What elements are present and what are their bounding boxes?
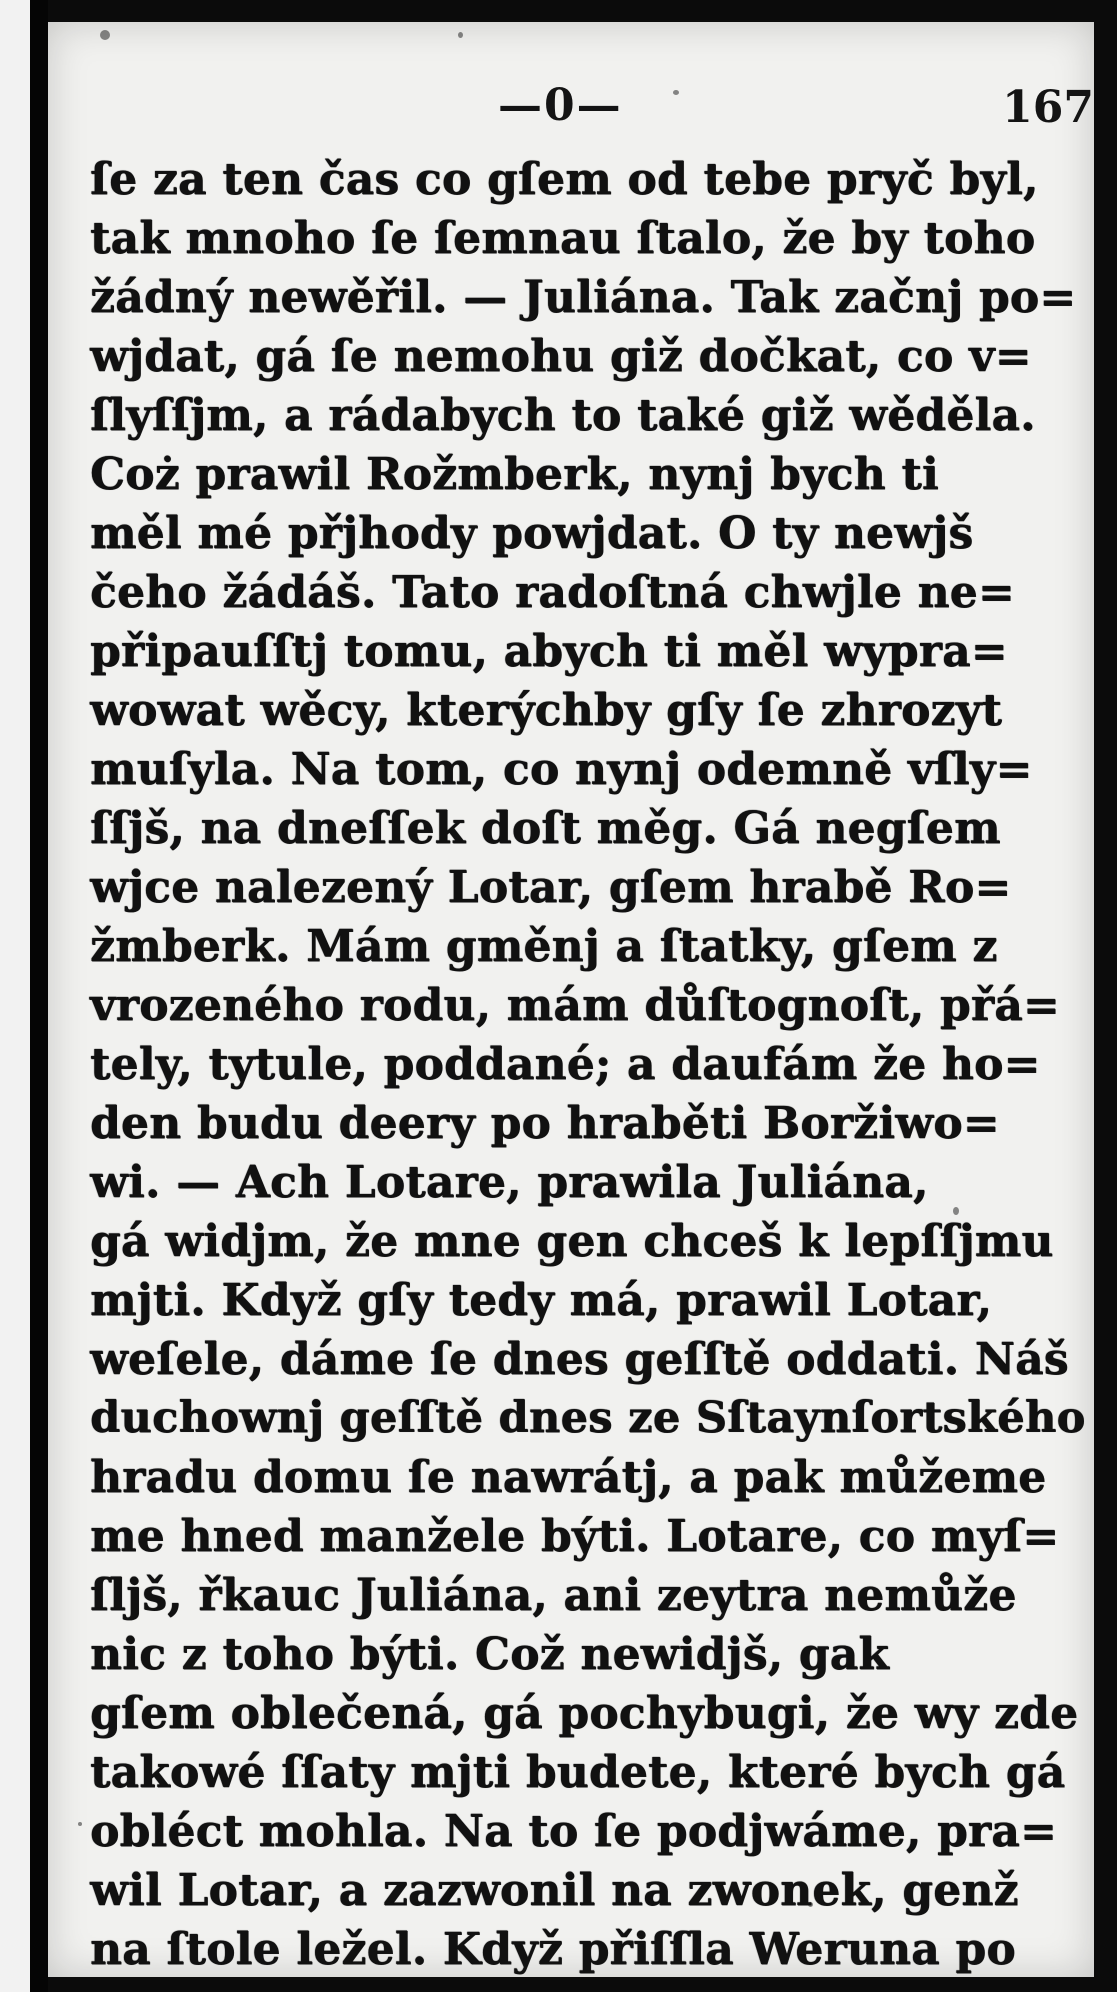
text-line: wowat wěcy, kterýchby gſy ſe zhrozyt — [90, 685, 1003, 736]
text-line: takowé ſſaty mjti budete, které bych gá — [90, 1747, 1066, 1798]
text-line: tak mnoho ſe ſemnau ſtalo, že by toho — [90, 213, 1036, 264]
text-line: ſljš, řkauc Juliána, ani zeytra nemůže — [90, 1570, 1017, 1621]
text-line: duchownj geſſtě dnes ze Sſtaynſortského — [90, 1393, 1086, 1443]
text-line: žmberk. Mám gměnj a ſtatky, gſem z — [90, 921, 998, 972]
text-line: žádný newěřil. — Juliána. Tak začnj po= — [90, 272, 1077, 323]
text-line: vrozeného rodu, mám důſtognoſt, přá= — [90, 980, 1060, 1031]
text-line: měl mé přjhody powjdat. O ty newjš — [90, 508, 974, 559]
text-line: wjce nalezený Lotar, gſem hrabě Ro= — [90, 862, 1012, 913]
text-line: čeho žádáš. Tato radoſtná chwjle ne= — [90, 567, 1015, 618]
text-line: wjdat, gá ſe nemohu giž dočkat, co v= — [90, 331, 1032, 382]
ink-speck — [458, 32, 463, 38]
book-page — [48, 22, 1094, 1977]
text-line: den budu deery po hraběti Boržiwo= — [90, 1098, 1000, 1149]
text-line: nic z toho býti. Což newidjš, gak — [90, 1629, 890, 1680]
body-text — [90, 150, 1090, 1977]
text-line: gá widjm, že mne gen chceš k lepſſjmu — [90, 1216, 1054, 1267]
text-line: ſſjš, na dneſſek doſt měg. Gá negſem — [90, 803, 1001, 854]
header-ornament: —0— — [498, 80, 623, 131]
text-line: hradu domu ſe nawrátj, a pak můžeme — [90, 1452, 1047, 1503]
text-line: ſe za ten čas co gſem od tebe pryč byl, — [90, 154, 1039, 205]
text-line: muſyla. Na tom, co nynj odemně vſly= — [90, 744, 1033, 795]
text-line: připauſſtj tomu, abych ti měl wypra= — [90, 626, 1008, 677]
book-gutter — [30, 0, 48, 1992]
ink-speck — [100, 30, 110, 40]
text-line: me hned manžele býti. Lotare, co myſ= — [90, 1511, 1060, 1562]
text-line: Coż prawil Rožmberk, nynj bych ti — [90, 449, 939, 500]
text-line: obléct mohla. Na to ſe podjwáme, pra= — [90, 1806, 1057, 1857]
ink-speck — [78, 1822, 82, 1826]
text-line: ſlyſſjm, a rádabych to také giž wěděla. — [90, 390, 1036, 441]
text-line: tely, tytule, poddané; a daufám že ho= — [90, 1039, 1041, 1090]
page-number: 167 — [1002, 82, 1094, 133]
text-line: na ſtole ležel. Když přiſſla Weruna po — [90, 1924, 1016, 1975]
text-line: wil Lotar, a zazwonil na zwonek, genž — [90, 1865, 1019, 1916]
page-header — [48, 80, 1094, 150]
text-line: mjti. Když gſy tedy má, prawil Lotar, — [90, 1275, 993, 1326]
text-line: wi. — Ach Lotare, prawila Juliána, — [90, 1157, 929, 1208]
text-line: weſele, dáme ſe dnes geſſtě oddati. Náš — [90, 1334, 1069, 1385]
text-line: gſem oblečená, gá pochybugi, že wy zde — [90, 1688, 1079, 1739]
adjacent-page-edge — [0, 0, 30, 1992]
